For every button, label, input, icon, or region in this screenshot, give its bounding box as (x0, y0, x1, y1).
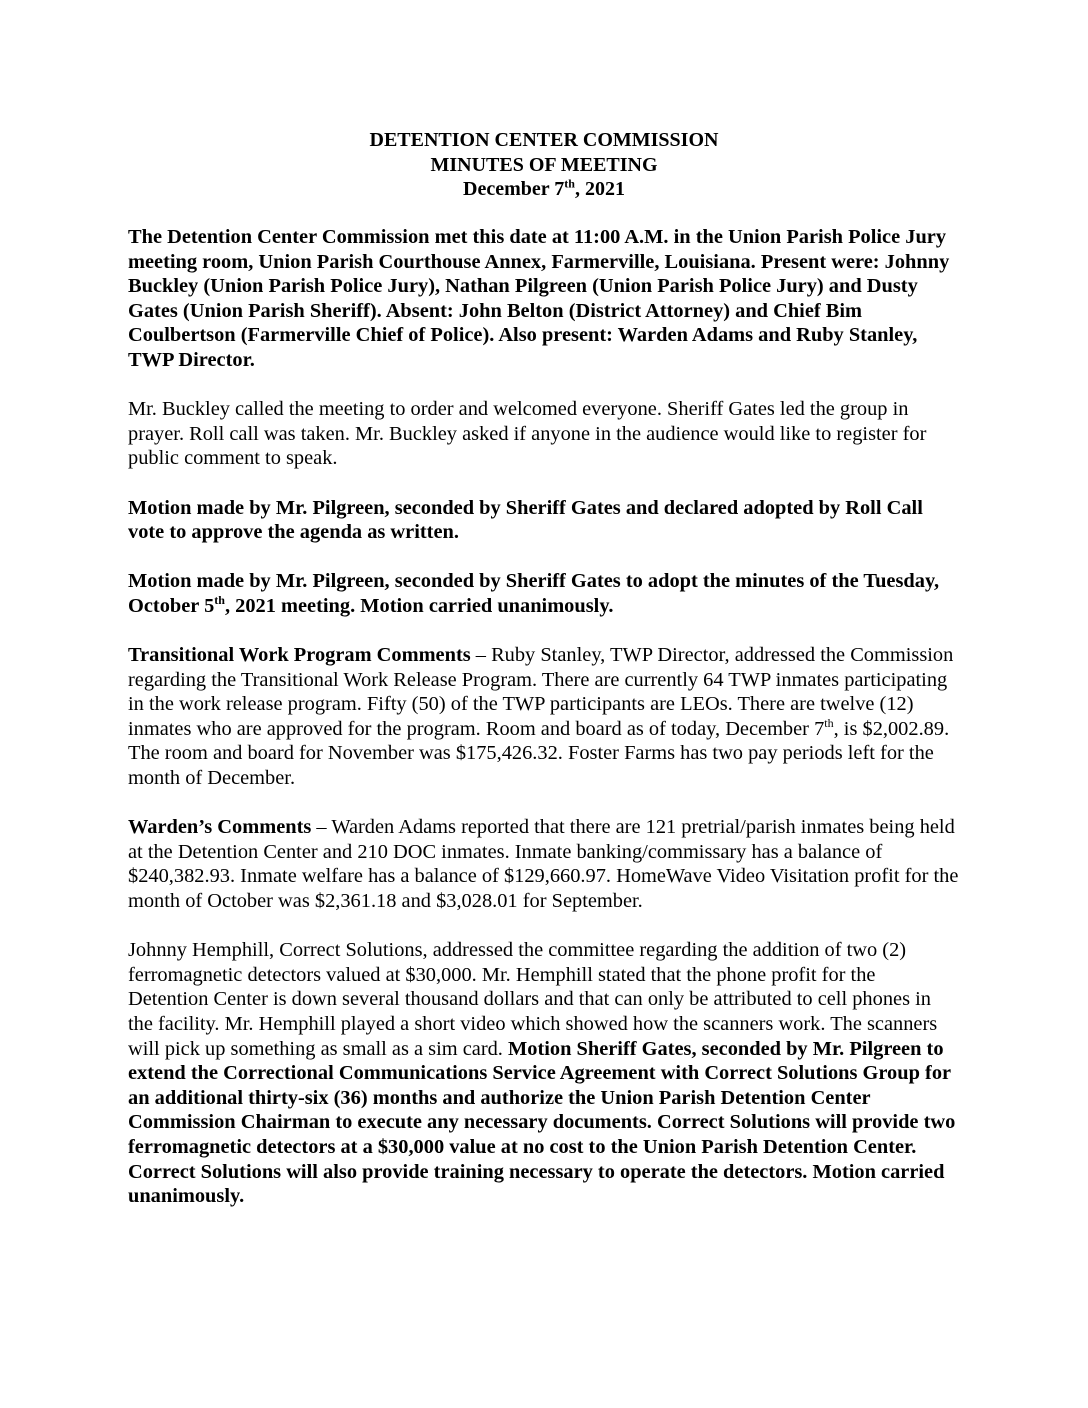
minutes-title: MINUTES OF MEETING (430, 153, 658, 176)
twp-comments-text-a: – Ruby Stanley, TWP Director, addressed the Commission regarding the Transitional Work Release Program. There are currently 64 TWP inmates participating in the work release program. Fifty (50) of the TWP participants are LEOs. There are twelve (12) inmates who are approved for the program. Room and board as of today, December 7 (128, 644, 954, 740)
warden-comments-heading: Warden’s Comments (128, 816, 312, 839)
twp-comments-ordinal: th (824, 716, 834, 731)
call-to-order-paragraph: Mr. Buckley called the meeting to order and welcomed everyone. Sheriff Gates led the group in prayer. Roll call was taken. Mr. Buckley asked if anyone in the audience would like to register for public comment to speak. (128, 398, 927, 470)
correct-solutions-paragraph (128, 938, 960, 1209)
twp-comments-paragraph (128, 643, 960, 791)
meeting-date-ordinal: th (564, 176, 575, 191)
correct-solutions-motion: Motion Sheriff Gates, seconded by Mr. Pilgreen to extend the Correctional Communications Service Agreement with Correct Solutions Group for an additional thirty-six (36) months and authorize the Union Parish Detention Center Commission Chairman to execute any necessary documents. Correct Solutions will provide two ferromagnetic detectors at a $30,000 value at no cost to the Union Parish Detention Center. Correct Solutions will also provide training necessary to operate the detectors. Motion carried unanimously. (128, 1037, 956, 1208)
twp-comments-heading: Transitional Work Program Comments (128, 644, 471, 667)
minutes-motion-paragraph (128, 569, 960, 618)
document-header (0, 128, 1088, 202)
warden-comments-text: – Warden Adams reported that there are 121 pretrial/parish inmates being held at the Detention Center and 210 DOC inmates. Inmate banking/commissary has a balance of $240,382.93. Inmate welfare has a balance of $129,660.97. HomeWave Video Visitation profit for the month of October was $2,361.18 and $3,028.01 for September. (128, 816, 959, 913)
correct-solutions-text: Johnny Hemphill, Correct Solutions, addressed the committee regarding the addition of two (2) ferromagnetic detectors valued at $30,000. Mr. Hemphill stated that the phone profit for the Detention Center is down several thousand dollars and that can only be attributed to cell phones in the facility. Mr. Hemphill played a short video which showed how the scanners work. The scanners will pick up something as small as a sim card. (128, 939, 938, 1060)
meeting-date-prefix: December 7 (463, 178, 565, 200)
minutes-motion-ordinal: th (214, 593, 225, 608)
attendance-paragraph: The Detention Center Commission met this date at 11:00 A.M. in the Union Parish Police Jury meeting room, Union Parish Courthouse Annex, Farmerville, Louisiana. Present were: Johnny Buckley (Union Parish Police Jury), Nathan Pilgreen (Union Parish Police Jury) and Dusty Gates (Union Parish Sheriff). Absent: John Belton (District Attorney) and Chief Bim Coulbertson (Farmerville Chief of Police). Also present: Warden Adams and Ruby Stanley, TWP Director. (128, 226, 950, 371)
meeting-date (0, 177, 1088, 202)
commission-title: DETENTION CENTER COMMISSION (369, 129, 719, 151)
minutes-motion-text-a: Motion made by Mr. Pilgreen, seconded by Sheriff Gates to adopt the minutes of the Tuesday, October 5 (128, 570, 940, 617)
meeting-date-suffix: , 2021 (574, 178, 625, 200)
minutes-body (128, 225, 960, 1233)
twp-comments-text-b: , is $2,002.89. The room and board for November was $175,426.32. Foster Farms has two pay periods left for the month of December. (128, 717, 950, 790)
warden-comments-paragraph (128, 815, 960, 913)
minutes-motion-text-b: , 2021 meeting. Motion carried unanimously. (224, 594, 614, 617)
agenda-motion-paragraph: Motion made by Mr. Pilgreen, seconded by Sheriff Gates and declared adopted by Roll Call vote to approve the agenda as written. (128, 496, 923, 544)
